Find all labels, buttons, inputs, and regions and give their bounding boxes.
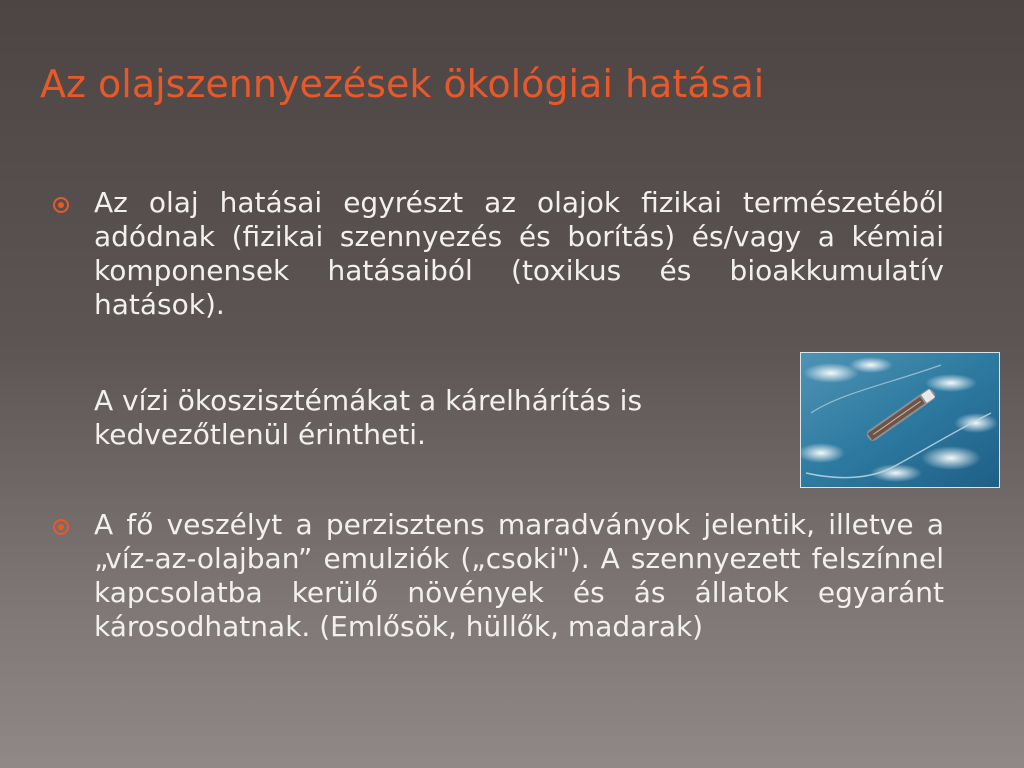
target-bullet-icon xyxy=(53,197,69,213)
bullet-paragraph-persistent-residues: A fő veszélyt a perzisztens maradványok jelentik, illetve a „víz-az-olajban” emulziók („csoki"). A szennyezett felszínnel kapcsolatba kerülő növények és ás állatok egyaránt károsodhatnak. (Emlősök, hüllők, madarak) xyxy=(94,508,944,643)
oil-tanker-photo xyxy=(800,352,1000,488)
slide-title: Az olajszennyezések ökológiai hatásai xyxy=(40,62,765,106)
paragraph-damage-control-effects: A vízi ökoszisztémákat a kárelhárítás is kedvezőtlenül érintheti. xyxy=(94,384,643,451)
target-bullet-icon xyxy=(53,519,69,535)
bullet-paragraph-physical-chemical-effects: Az olaj hatásai egyrészt az olajok fizikai természetéből adódnak (fizikai szennyezés és borítás) és/vagy a kémiai komponensek hatásaiból (toxikus és bioakkumulatív hatások). xyxy=(94,186,944,321)
